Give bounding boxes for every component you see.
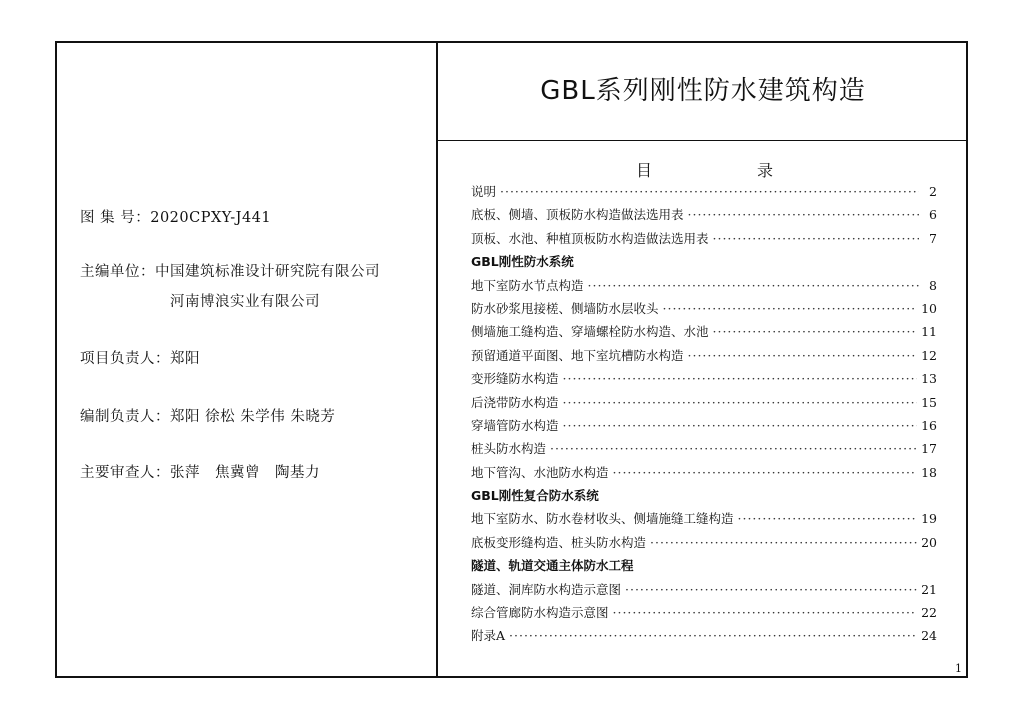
toc-entry-page: 12: [921, 347, 937, 363]
toc-entry: [471, 229, 937, 252]
toc-entry: [471, 205, 937, 228]
toc-entry-title: 地下管沟、水池防水构造: [471, 464, 609, 480]
toc-section-label: GBL刚性复合防水系统: [471, 488, 599, 504]
project-lead: 项目负责人：郑阳: [80, 351, 200, 367]
toc-section-label: GBL刚性防水系统: [471, 254, 574, 270]
toc-entry-title: 说明: [471, 184, 497, 199]
table-of-contents: [471, 182, 937, 650]
toc-entry: [471, 463, 937, 486]
toc-entry-page: 15: [921, 394, 937, 410]
toc-leader-dots: [688, 207, 919, 222]
toc-leader-dots: [550, 441, 917, 456]
toc-entry: [471, 346, 937, 369]
toc-leader-dots: [613, 465, 918, 480]
toc-entry: [471, 393, 937, 416]
toc-leader-dots: [563, 371, 918, 386]
toc-entry-page: 18: [921, 464, 937, 480]
toc-entry-title: 附录A: [471, 628, 506, 644]
toc-entry: [471, 369, 937, 392]
toc-leader-dots: [500, 184, 919, 199]
compile-lead: 编制负责人：郑阳 徐松 朱学伟 朱晓芳: [80, 409, 336, 425]
toc-leader-dots: [713, 231, 919, 246]
toc-entry-title: 底板、侧墙、顶板防水构造做法选用表: [471, 207, 684, 223]
toc-entry-page: 21: [921, 581, 937, 597]
toc-entry: [471, 603, 937, 626]
toc-entry-page: 24: [921, 628, 937, 644]
toc-entry: [471, 439, 937, 462]
toc-entry-title: 变形缝防水构造: [471, 371, 559, 387]
vertical-divider: [436, 41, 438, 678]
toc-entry: [471, 533, 937, 556]
editor-unit-secondary: 河南博浪实业有限公司: [170, 294, 320, 310]
toc-leader-dots: [650, 535, 917, 550]
toc-leader-dots: [625, 582, 917, 597]
toc-entry-title: 桩头防水构造: [471, 441, 547, 457]
toc-leader-dots: [588, 278, 919, 293]
toc-entry: [471, 580, 937, 603]
toc-section-heading: [471, 556, 937, 579]
toc-entry-page: 17: [921, 441, 937, 457]
toc-entry-page: 22: [921, 605, 937, 621]
toc-leader-dots: [563, 418, 918, 433]
toc-entry-title: 综合管廊防水构造示意图: [471, 605, 609, 621]
toc-entry-page: 16: [921, 417, 937, 433]
toc-entry: [471, 322, 937, 345]
toc-leader-dots: [563, 395, 918, 410]
reviewers: 主要审查人：张萍 焦冀曾 陶基力: [80, 465, 320, 481]
toc-entry-title: 预留通道平面图、地下室坑槽防水构造: [471, 347, 684, 363]
toc-entry-title: 底板变形缝构造、桩头防水构造: [471, 534, 647, 550]
toc-leader-dots: [509, 628, 917, 643]
document-title: GBL系列刚性防水建筑构造: [540, 76, 866, 106]
toc-leader-dots: [613, 605, 918, 620]
atlas-number: 图 集 号：2020CPXY-J441: [80, 210, 272, 226]
toc-entry-page: 19: [921, 511, 937, 527]
toc-entry: [471, 626, 937, 649]
toc-entry: [471, 182, 937, 205]
toc-leader-dots: [688, 348, 918, 363]
title-divider: [436, 140, 968, 141]
toc-entry-title: 地下室防水节点构造: [471, 277, 584, 293]
toc-entry-title: 地下室防水、防水卷材收头、侧墙施缝工缝构造: [471, 511, 734, 527]
toc-entry-page: 6: [929, 207, 937, 223]
toc-heading-left: 目: [636, 161, 653, 180]
toc-entry-title: 穿墙管防水构造: [471, 417, 559, 433]
editor-unit-primary: 主编单位：中国建筑标准设计研究院有限公司: [80, 264, 380, 280]
toc-entry-title: 隧道、洞库防水构造示意图: [471, 581, 622, 597]
toc-entry-page: 13: [921, 371, 937, 387]
toc-heading-right: 录: [757, 161, 774, 180]
toc-entry-title: 防水砂浆甩接槎、侧墙防水层收头: [471, 300, 659, 316]
toc-section-heading: [471, 486, 937, 509]
toc-leader-dots: [663, 301, 918, 316]
toc-entry-title: 侧墙施工缝构造、穿墙螺栓防水构造、水池: [471, 324, 709, 340]
toc-leader-dots: [738, 511, 918, 526]
toc-entry: [471, 416, 937, 439]
page-number: 1: [955, 662, 962, 675]
toc-entry-page: 2: [929, 184, 937, 199]
toc-entry-page: 20: [921, 534, 937, 550]
toc-entry-page: 10: [921, 300, 937, 316]
toc-entry: [471, 299, 937, 322]
toc-entry: [471, 276, 937, 299]
toc-entry-page: 11: [921, 324, 937, 340]
toc-entry: [471, 509, 937, 532]
toc-section-heading: [471, 252, 937, 275]
toc-leader-dots: [713, 324, 918, 339]
toc-section-label: 隧道、轨道交通主体防水工程: [471, 558, 634, 574]
toc-entry-page: 8: [929, 277, 937, 293]
toc-entry-page: 7: [929, 230, 937, 246]
toc-entry-title: 后浇带防水构造: [471, 394, 559, 410]
toc-entry-title: 顶板、水池、种植顶板防水构造做法选用表: [471, 230, 709, 246]
